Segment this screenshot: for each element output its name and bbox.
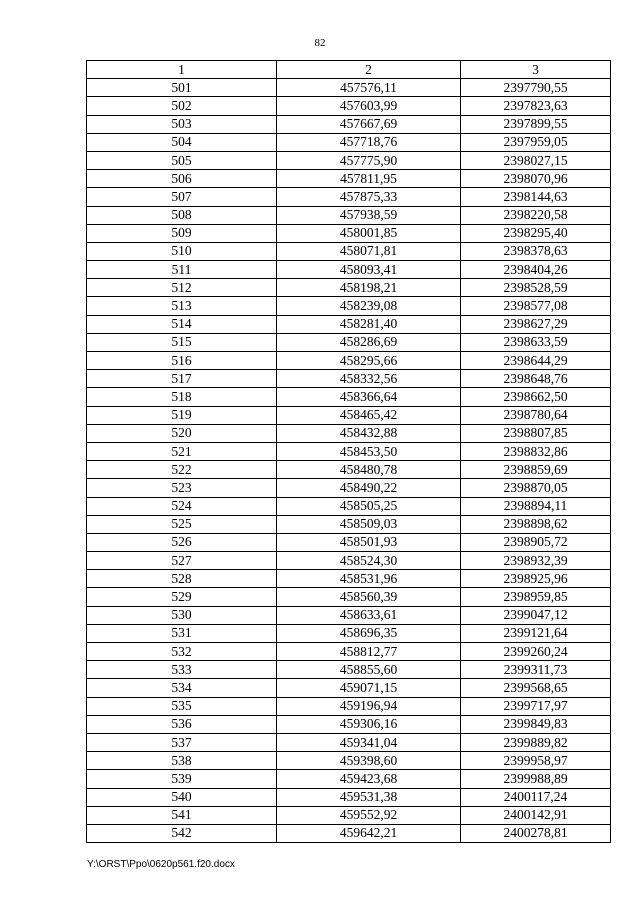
y-coordinate-cell: 2398378,63	[461, 242, 611, 260]
y-coordinate-cell: 2399717,97	[461, 697, 611, 715]
point-number-cell: 510	[87, 242, 277, 260]
x-coordinate-cell: 458855,60	[277, 661, 461, 679]
y-coordinate-cell: 2397790,55	[461, 79, 611, 97]
x-coordinate-cell: 457667,69	[277, 115, 461, 133]
y-coordinate-cell: 2398295,40	[461, 224, 611, 242]
point-number-cell: 513	[87, 297, 277, 315]
x-coordinate-cell: 458560,39	[277, 588, 461, 606]
point-number-cell: 509	[87, 224, 277, 242]
table-row	[87, 206, 611, 224]
table-row	[87, 479, 611, 497]
table-row	[87, 333, 611, 351]
table-row	[87, 461, 611, 479]
table-row	[87, 242, 611, 260]
x-coordinate-cell: 459306,16	[277, 715, 461, 733]
point-number-cell: 522	[87, 461, 277, 479]
point-number-cell: 528	[87, 570, 277, 588]
point-number-cell: 535	[87, 697, 277, 715]
x-coordinate-cell: 458696,35	[277, 624, 461, 642]
point-number-cell: 524	[87, 497, 277, 515]
table-row	[87, 188, 611, 206]
table-row	[87, 752, 611, 770]
point-number-cell: 530	[87, 606, 277, 624]
table-row	[87, 661, 611, 679]
table-row	[87, 170, 611, 188]
table-row	[87, 624, 611, 642]
table-row	[87, 697, 611, 715]
table-row	[87, 151, 611, 169]
y-coordinate-cell: 2398027,15	[461, 151, 611, 169]
y-coordinate-cell: 2398404,26	[461, 261, 611, 279]
y-coordinate-cell: 2398959,85	[461, 588, 611, 606]
point-number-cell: 540	[87, 788, 277, 806]
y-coordinate-cell: 2398528,59	[461, 279, 611, 297]
point-number-cell: 501	[87, 79, 277, 97]
table-row	[87, 733, 611, 751]
point-number-cell: 525	[87, 515, 277, 533]
table-row	[87, 570, 611, 588]
table-row	[87, 788, 611, 806]
point-number-cell: 515	[87, 333, 277, 351]
y-coordinate-cell: 2399849,83	[461, 715, 611, 733]
table-row	[87, 406, 611, 424]
table-row	[87, 552, 611, 570]
y-coordinate-cell: 2398807,85	[461, 424, 611, 442]
x-coordinate-cell: 458071,81	[277, 242, 461, 260]
point-number-cell: 512	[87, 279, 277, 297]
point-number-cell: 542	[87, 824, 277, 842]
x-coordinate-cell: 458001,85	[277, 224, 461, 242]
y-coordinate-cell: 2398648,76	[461, 370, 611, 388]
y-coordinate-cell: 2397823,63	[461, 97, 611, 115]
table-row	[87, 115, 611, 133]
table-row	[87, 770, 611, 788]
point-number-cell: 533	[87, 661, 277, 679]
column-header-2: 2	[277, 61, 461, 79]
table-row	[87, 643, 611, 661]
point-number-cell: 511	[87, 261, 277, 279]
point-number-cell: 503	[87, 115, 277, 133]
table-row	[87, 79, 611, 97]
table-row	[87, 806, 611, 824]
table-body	[87, 79, 611, 843]
table-row	[87, 442, 611, 460]
table-row	[87, 133, 611, 151]
table-row	[87, 97, 611, 115]
x-coordinate-cell: 459398,60	[277, 752, 461, 770]
x-coordinate-cell: 459196,94	[277, 697, 461, 715]
table-row	[87, 261, 611, 279]
point-number-cell: 506	[87, 170, 277, 188]
point-number-cell: 529	[87, 588, 277, 606]
table-row	[87, 297, 611, 315]
y-coordinate-cell: 2398870,05	[461, 479, 611, 497]
table-row	[87, 370, 611, 388]
y-coordinate-cell: 2398662,50	[461, 388, 611, 406]
y-coordinate-cell: 2398780,64	[461, 406, 611, 424]
x-coordinate-cell: 458286,69	[277, 333, 461, 351]
x-coordinate-cell: 457811,95	[277, 170, 461, 188]
point-number-cell: 507	[87, 188, 277, 206]
table-row	[87, 679, 611, 697]
y-coordinate-cell: 2398633,59	[461, 333, 611, 351]
x-coordinate-cell: 458490,22	[277, 479, 461, 497]
x-coordinate-cell: 458281,40	[277, 315, 461, 333]
x-coordinate-cell: 457576,11	[277, 79, 461, 97]
x-coordinate-cell: 458366,64	[277, 388, 461, 406]
point-number-cell: 502	[87, 97, 277, 115]
x-coordinate-cell: 457603,99	[277, 97, 461, 115]
point-number-cell: 516	[87, 352, 277, 370]
x-coordinate-cell: 458509,03	[277, 515, 461, 533]
point-number-cell: 526	[87, 533, 277, 551]
file-path-footer: Y:\ORST\Ppo\0620p561.f20.docx	[87, 859, 235, 870]
x-coordinate-cell: 458531,96	[277, 570, 461, 588]
table-row	[87, 715, 611, 733]
table-row	[87, 497, 611, 515]
y-coordinate-cell: 2398932,39	[461, 552, 611, 570]
x-coordinate-cell: 458453,50	[277, 442, 461, 460]
point-number-cell: 532	[87, 643, 277, 661]
point-number-cell: 519	[87, 406, 277, 424]
point-number-cell: 527	[87, 552, 277, 570]
x-coordinate-cell: 458480,78	[277, 461, 461, 479]
y-coordinate-cell: 2398905,72	[461, 533, 611, 551]
point-number-cell: 541	[87, 806, 277, 824]
point-number-cell: 508	[87, 206, 277, 224]
table-row	[87, 315, 611, 333]
point-number-cell: 514	[87, 315, 277, 333]
table-row	[87, 606, 611, 624]
y-coordinate-cell: 2398832,86	[461, 442, 611, 460]
y-coordinate-cell: 2400278,81	[461, 824, 611, 842]
y-coordinate-cell: 2398070,96	[461, 170, 611, 188]
y-coordinate-cell: 2399568,65	[461, 679, 611, 697]
x-coordinate-cell: 457938,59	[277, 206, 461, 224]
y-coordinate-cell: 2399121,64	[461, 624, 611, 642]
x-coordinate-cell: 458198,21	[277, 279, 461, 297]
y-coordinate-cell: 2398925,96	[461, 570, 611, 588]
point-number-cell: 520	[87, 424, 277, 442]
y-coordinate-cell: 2398644,29	[461, 352, 611, 370]
x-coordinate-cell: 459552,92	[277, 806, 461, 824]
point-number-cell: 538	[87, 752, 277, 770]
table-header-row	[87, 61, 611, 79]
y-coordinate-cell: 2398627,29	[461, 315, 611, 333]
y-coordinate-cell: 2397899,55	[461, 115, 611, 133]
y-coordinate-cell: 2400142,91	[461, 806, 611, 824]
x-coordinate-cell: 458093,41	[277, 261, 461, 279]
y-coordinate-cell: 2399958,97	[461, 752, 611, 770]
point-number-cell: 523	[87, 479, 277, 497]
page-number: 82	[314, 37, 326, 49]
y-coordinate-cell: 2399047,12	[461, 606, 611, 624]
table-row	[87, 515, 611, 533]
x-coordinate-cell: 459341,04	[277, 733, 461, 751]
table-row	[87, 533, 611, 551]
y-coordinate-cell: 2399889,82	[461, 733, 611, 751]
y-coordinate-cell: 2398894,11	[461, 497, 611, 515]
point-number-cell: 531	[87, 624, 277, 642]
y-coordinate-cell: 2398220,58	[461, 206, 611, 224]
x-coordinate-cell: 459531,38	[277, 788, 461, 806]
point-number-cell: 504	[87, 133, 277, 151]
y-coordinate-cell: 2399988,89	[461, 770, 611, 788]
x-coordinate-cell: 458332,56	[277, 370, 461, 388]
y-coordinate-cell: 2399260,24	[461, 643, 611, 661]
x-coordinate-cell: 458501,93	[277, 533, 461, 551]
x-coordinate-cell: 458295,66	[277, 352, 461, 370]
point-number-cell: 536	[87, 715, 277, 733]
x-coordinate-cell: 458812,77	[277, 643, 461, 661]
point-number-cell: 517	[87, 370, 277, 388]
y-coordinate-cell: 2398144,63	[461, 188, 611, 206]
x-coordinate-cell: 459423,68	[277, 770, 461, 788]
x-coordinate-cell: 457718,76	[277, 133, 461, 151]
point-number-cell: 521	[87, 442, 277, 460]
point-number-cell: 518	[87, 388, 277, 406]
table-row	[87, 588, 611, 606]
x-coordinate-cell: 458432,88	[277, 424, 461, 442]
point-number-cell: 537	[87, 733, 277, 751]
x-coordinate-cell: 458465,42	[277, 406, 461, 424]
x-coordinate-cell: 458524,30	[277, 552, 461, 570]
column-header-1: 1	[87, 61, 277, 79]
x-coordinate-cell: 458239,08	[277, 297, 461, 315]
y-coordinate-cell: 2398898,62	[461, 515, 611, 533]
point-number-cell: 539	[87, 770, 277, 788]
x-coordinate-cell: 458633,61	[277, 606, 461, 624]
table-row	[87, 388, 611, 406]
y-coordinate-cell: 2397959,05	[461, 133, 611, 151]
x-coordinate-cell: 457775,90	[277, 151, 461, 169]
table-row	[87, 352, 611, 370]
table-row	[87, 279, 611, 297]
table-row	[87, 224, 611, 242]
y-coordinate-cell: 2400117,24	[461, 788, 611, 806]
x-coordinate-cell: 459071,15	[277, 679, 461, 697]
x-coordinate-cell: 457875,33	[277, 188, 461, 206]
x-coordinate-cell: 459642,21	[277, 824, 461, 842]
y-coordinate-cell: 2398577,08	[461, 297, 611, 315]
x-coordinate-cell: 458505,25	[277, 497, 461, 515]
column-header-3: 3	[461, 61, 611, 79]
point-number-cell: 505	[87, 151, 277, 169]
y-coordinate-cell: 2399311,73	[461, 661, 611, 679]
y-coordinate-cell: 2398859,69	[461, 461, 611, 479]
table-row	[87, 424, 611, 442]
point-number-cell: 534	[87, 679, 277, 697]
coordinates-table	[86, 60, 611, 843]
table-row	[87, 824, 611, 842]
